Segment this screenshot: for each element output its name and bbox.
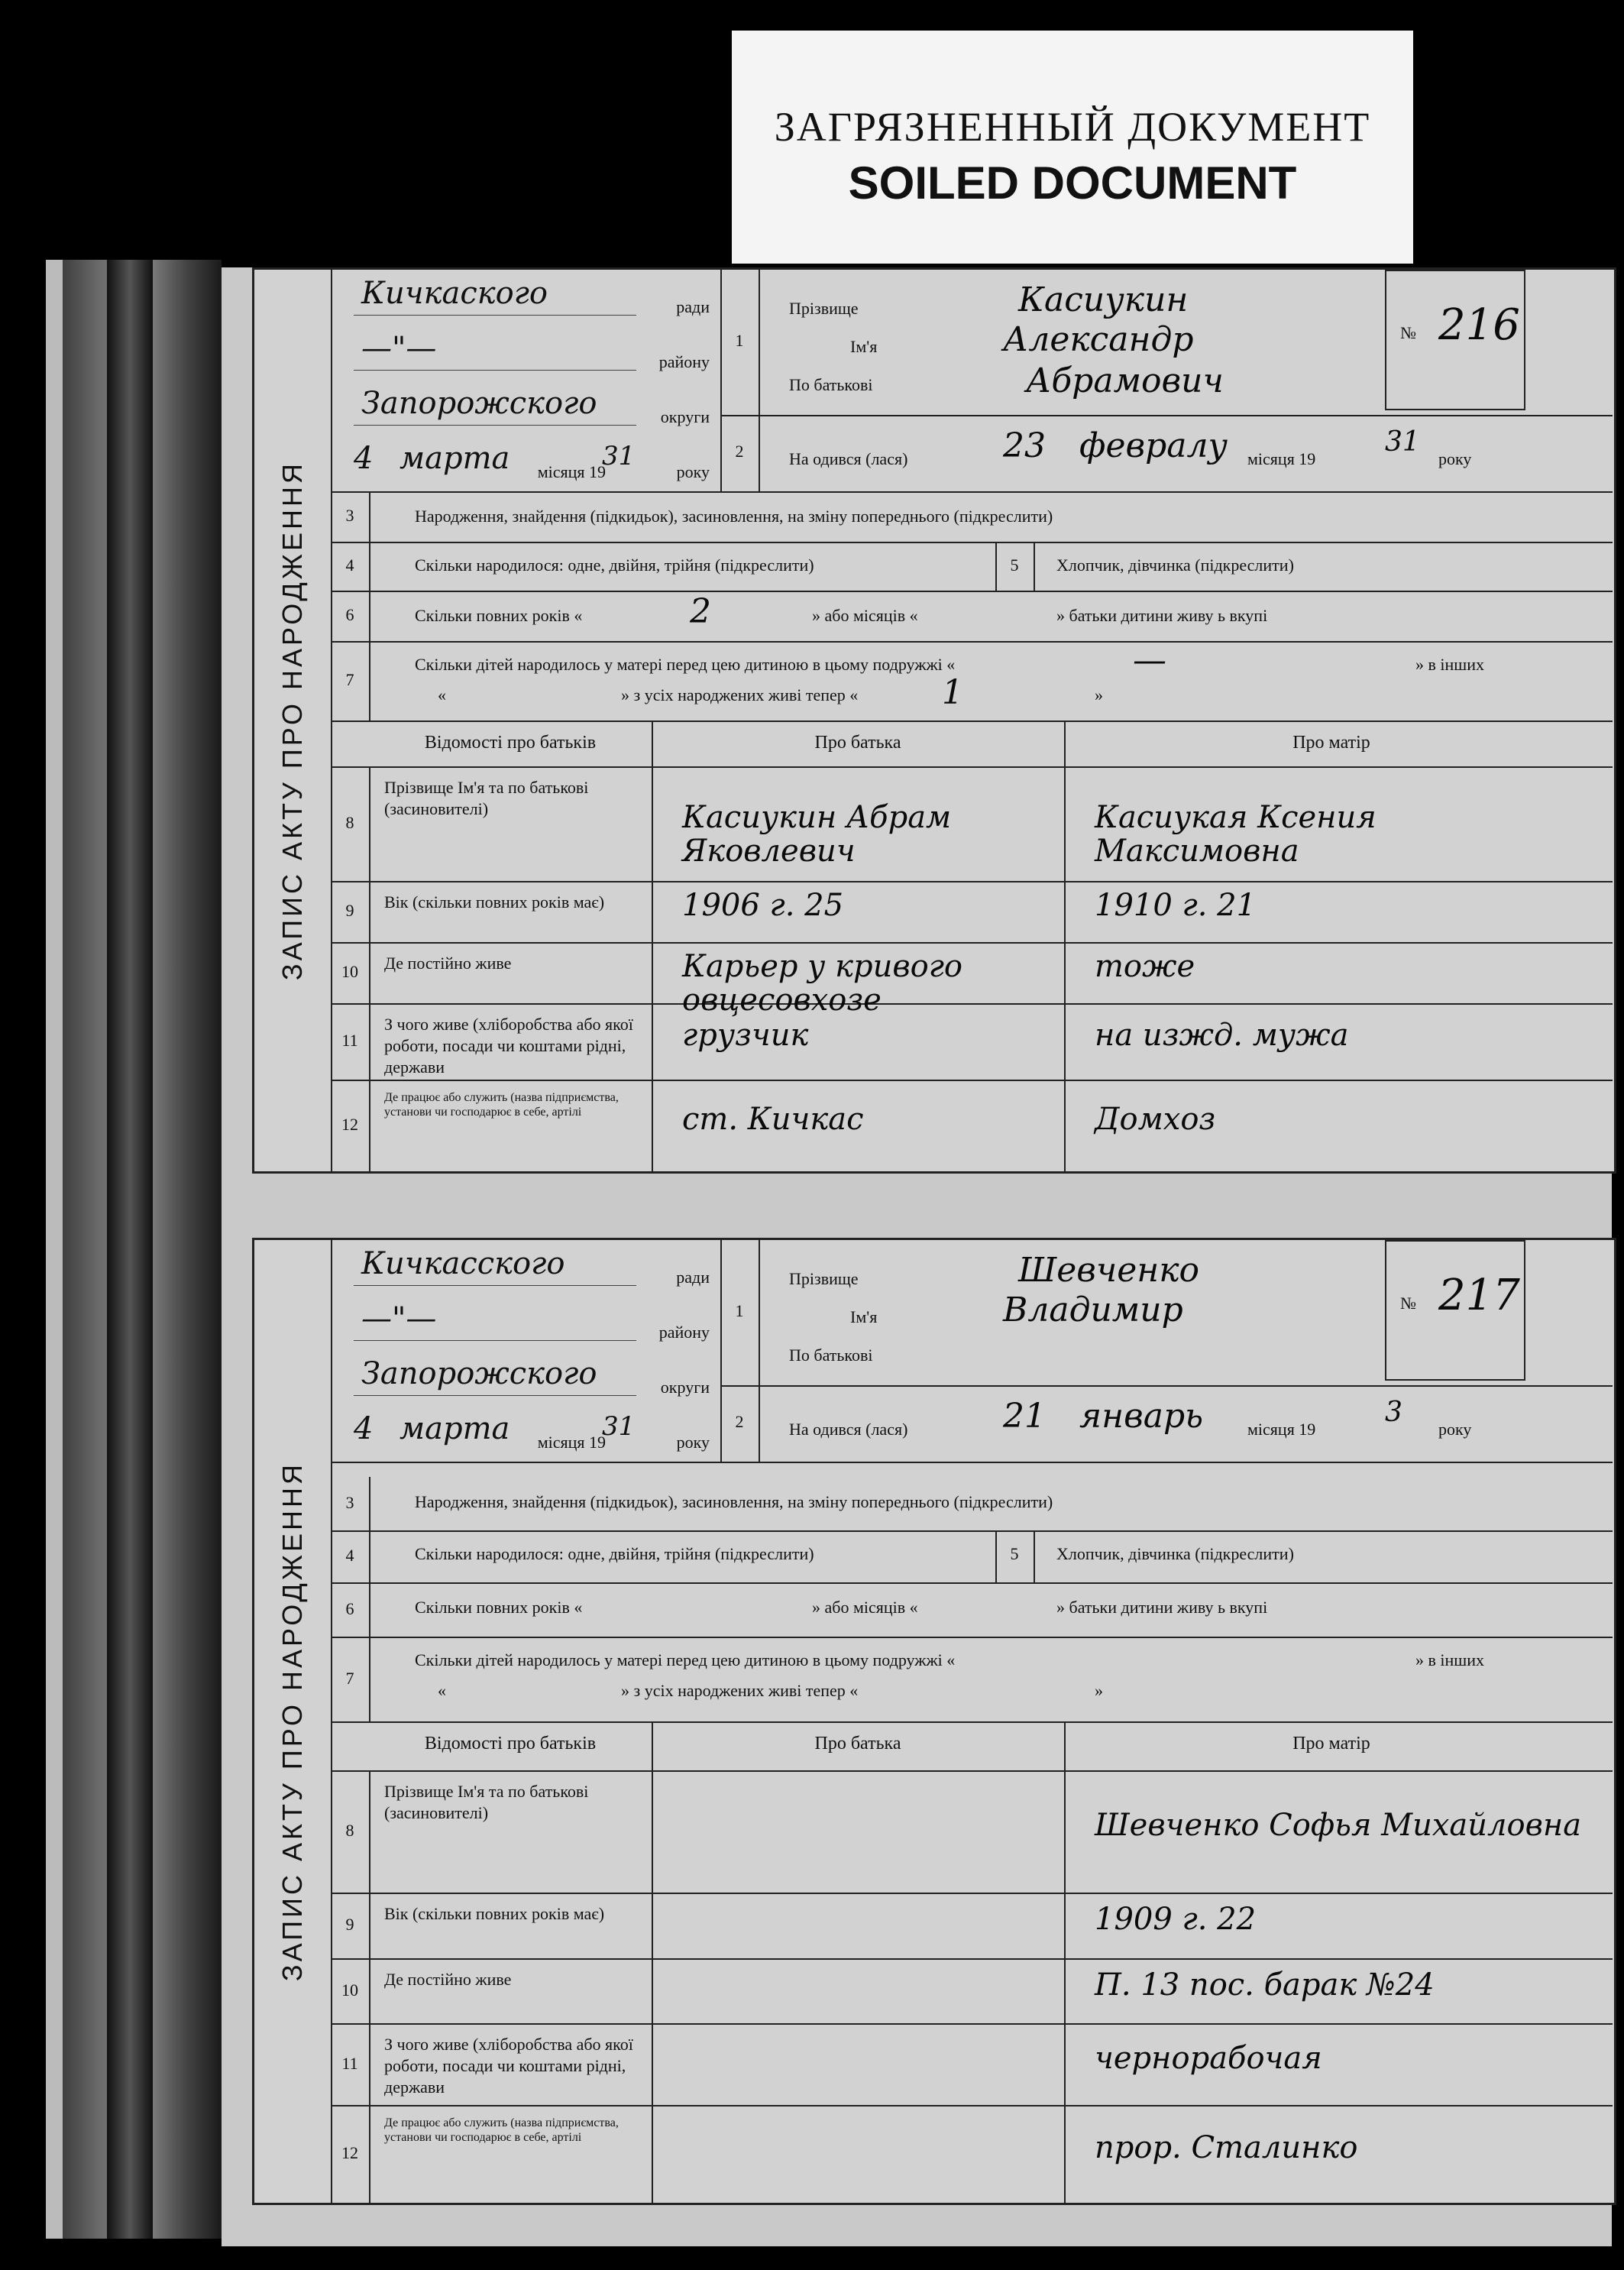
form-label: » з усіх народжених живі тепер «: [621, 1681, 859, 1700]
side-title: [254, 1240, 332, 2203]
form-label: » в інших: [1415, 655, 1484, 674]
form-label: Ім'я: [850, 1307, 878, 1326]
col-info-head: Відомості про батьків: [424, 1734, 597, 1754]
soiled-document-stamp: [732, 31, 1413, 264]
side-title: [254, 270, 332, 1171]
form-row: [331, 591, 1613, 643]
form-label: 9: [345, 1915, 354, 1934]
form-label: По батькові: [789, 375, 873, 394]
child-surname: Шевченко: [1018, 1251, 1200, 1290]
parents-years: 2: [690, 592, 711, 631]
form-label: 5: [1010, 555, 1019, 575]
child-patronymic: Абрамович: [1026, 361, 1224, 400]
child-surname: Касиукин: [1018, 280, 1189, 319]
form-label: Скільки дітей народилось у матері перед цею дитиною в цьому подружжі «: [415, 655, 956, 674]
rule-line: [720, 1385, 1613, 1387]
col-father-head: Про батька: [814, 1734, 901, 1754]
rule-line: [369, 1003, 370, 1080]
form-row: [331, 1477, 1613, 1532]
form-row: [331, 491, 1613, 543]
form-row: [331, 1530, 1613, 1584]
form-label: »: [1095, 685, 1103, 704]
form-label: №: [1400, 323, 1416, 342]
form-label: 2: [735, 442, 744, 461]
okrug-row: [331, 380, 720, 435]
rule-line: [354, 370, 636, 371]
rule-line: [1034, 1530, 1035, 1582]
form-label: » або місяців «: [812, 1598, 918, 1617]
rule-line: [369, 2023, 370, 2105]
okrug-value: Запорожского: [361, 1356, 597, 1391]
form-label: «: [438, 685, 446, 704]
col-mother-head: Про матір: [1292, 733, 1370, 753]
form-label: місяця 19: [537, 462, 606, 481]
rule-line: [354, 425, 636, 426]
form-label: По батькові: [789, 1345, 873, 1365]
form-label: місяця 19: [1247, 449, 1316, 468]
form-label: Вік (скільки повних років має): [384, 892, 605, 912]
okrug-value: Запорожского: [361, 386, 597, 421]
rule-line: [331, 942, 1613, 944]
reg-day: 4: [354, 1411, 374, 1446]
mother-value: 1910 г. 21: [1095, 888, 1257, 923]
form-label: Де працює або служить (назва підприємства, установи чи господарює в себе, артілі: [384, 2116, 619, 2144]
rule-line: [331, 766, 1613, 768]
reg-day: 4: [354, 441, 374, 476]
form-label: 10: [341, 962, 358, 981]
other-children: —: [1133, 641, 1166, 680]
form-label: «: [438, 1681, 446, 1700]
mother-value: Касиукая Ксения Максимовна: [1095, 800, 1377, 869]
form-label: ЗАПИС АКТУ ПРО НАРОДЖЕННЯ: [277, 1461, 308, 1982]
form-label: Хлопчик, дівчинка (підкреслити): [1056, 1544, 1294, 1563]
rule-line: [354, 1285, 636, 1286]
form-label: »: [1095, 1681, 1103, 1700]
form-label: Скільки повних років «: [415, 1598, 583, 1617]
form-label: 5: [1010, 1544, 1019, 1563]
child-name: Владимир: [1003, 1290, 1183, 1329]
rule-line: [369, 1770, 370, 1893]
rule-line: [652, 721, 653, 1171]
form-label: 8: [345, 813, 354, 832]
rule-line: [354, 1395, 636, 1396]
form-label: 12: [341, 1115, 358, 1134]
form-label: 6: [345, 605, 354, 624]
rule-line: [331, 1958, 1613, 1960]
registration-place: [331, 1240, 722, 1462]
form-label: 11: [341, 1031, 358, 1050]
rayon-value: —"—: [361, 331, 437, 366]
form-label: » або місяців «: [812, 606, 918, 625]
form-label: року: [676, 462, 710, 481]
rule-line: [331, 1080, 1613, 1081]
rule-line: [1034, 542, 1035, 591]
rule-line: [369, 942, 370, 1003]
mother-value: тоже: [1095, 949, 1195, 984]
form-label: Скільки повних років «: [415, 606, 583, 625]
form-label: Де постійно живе: [384, 1970, 512, 1989]
form-label: З чого живе (хліборобства або якої роботи, посади чи коштами рідні, держави: [384, 2035, 633, 2097]
form-row: [331, 1582, 1613, 1638]
form-label: 2: [735, 1412, 744, 1431]
rada-value: Кичкасского: [361, 1246, 565, 1281]
col-mother-head: Про матір: [1292, 1734, 1370, 1754]
rada-row: [331, 1240, 720, 1295]
mother-value: чернорабочая: [1095, 2040, 1322, 2076]
rule-line: [331, 1893, 1613, 1894]
col-info-head: Відомості про батьків: [424, 733, 597, 753]
rule-line: [759, 270, 760, 491]
birth-year: 31: [1385, 426, 1420, 458]
rule-line: [331, 2105, 1613, 2106]
form-label: Прізвище Ім'я та по батькові (засиновителі): [384, 1782, 589, 1822]
father-value: ст. Кичкас: [682, 1102, 864, 1137]
form-label: На одився (лася): [789, 1420, 908, 1439]
form-label: Хлопчик, дівчинка (підкреслити): [1056, 555, 1294, 575]
binding-edge: [46, 260, 63, 2239]
form-label: Народження, знайдення (підкидьок), засиновлення, на зміну попереднього (підкреслити): [415, 1492, 1053, 1511]
form-label: » в інших: [1415, 1650, 1484, 1669]
binding-spine: [107, 260, 153, 2239]
record-number: 216: [1438, 300, 1520, 350]
reg-date-row: [331, 435, 720, 490]
birth-month: февралу: [1079, 426, 1228, 465]
birth-year: 3: [1385, 1397, 1402, 1428]
mother-value: 1909 г. 22: [1095, 1902, 1257, 1937]
rule-line: [369, 1893, 370, 1958]
form-label: Скільки дітей народилось у матері перед цею дитиною в цьому подружжі «: [415, 1650, 956, 1669]
rayon-row: [331, 1295, 720, 1350]
reg-date-row: [331, 1405, 720, 1460]
form-label: 4: [345, 555, 354, 575]
form-row: [331, 1637, 1613, 1723]
mother-value: прор. Сталинко: [1095, 2130, 1358, 2165]
rule-line: [720, 415, 1613, 416]
form-label: Прізвище Ім'я та по батькові (засиновителі): [384, 778, 589, 818]
rayon-row: [331, 325, 720, 380]
form-label: ради: [676, 1268, 710, 1287]
form-label: місяця 19: [1247, 1420, 1316, 1439]
form-label: округи: [660, 407, 710, 426]
form-label: » батьки дитини живу ь вкупі: [1056, 606, 1268, 625]
form-label: округи: [660, 1378, 710, 1397]
form-label: 11: [341, 2053, 358, 2073]
form-label: 1: [735, 1301, 744, 1320]
living-children: 1: [942, 673, 963, 712]
father-value: грузчик: [682, 1018, 809, 1053]
mother-value: на изжд. мужа: [1095, 1018, 1349, 1053]
rule-line: [652, 1721, 653, 2203]
record-number: 217: [1438, 1271, 1520, 1320]
form-label: ЗАПИС АКТУ ПРО НАРОДЖЕННЯ: [277, 460, 308, 981]
rule-line: [369, 766, 370, 881]
father-value: Карьер у кривого овцесовхозе: [682, 949, 963, 1018]
mother-value: Шевченко Софья Михайловна: [1095, 1808, 1582, 1843]
rada-value: Кичкаского: [361, 276, 548, 311]
rule-line: [369, 2105, 370, 2203]
rule-line: [331, 1770, 1613, 1772]
form-label: 4: [345, 1546, 354, 1565]
form-label: Де постійно живе: [384, 954, 512, 973]
birth-day: 23: [1003, 426, 1046, 465]
form-label: Прізвище: [789, 1269, 859, 1288]
rule-line: [331, 881, 1613, 882]
rule-line: [369, 881, 370, 942]
stamp-english: SOILED DOCUMENT: [848, 157, 1297, 209]
form-label: 10: [341, 1980, 358, 2000]
rule-line: [354, 315, 636, 316]
child-name: Александр: [1003, 320, 1194, 359]
form-label: На одився (лася): [789, 449, 908, 468]
father-value: Касиукин Абрам Яковлевич: [682, 800, 952, 869]
rule-line: [354, 1340, 636, 1341]
reg-year: 31: [602, 1411, 636, 1442]
form-label: району: [658, 352, 710, 371]
form-label: року: [1438, 449, 1472, 468]
okrug-row: [331, 1350, 720, 1405]
form-label: 3: [345, 1493, 354, 1512]
birth-month: январь: [1079, 1397, 1204, 1436]
rada-row: [331, 270, 720, 325]
form-label: 8: [345, 1821, 354, 1840]
rule-line: [1064, 1721, 1066, 2203]
form-label: 6: [345, 1599, 354, 1618]
form-label: Вік (скільки повних років має): [384, 1904, 605, 1923]
form-label: Де працює або служить (назва підприємства, установи чи господарює в себе, артілі: [384, 1091, 619, 1119]
form-label: 7: [345, 670, 354, 689]
rule-line: [331, 2023, 1613, 2025]
form-label: Народження, знайдення (підкидьок), засиновлення, на зміну попереднього (підкреслити): [415, 507, 1053, 526]
rule-line: [369, 1958, 370, 2023]
form-label: 1: [735, 331, 744, 350]
register-page: [222, 267, 1612, 2246]
form-label: 9: [345, 901, 354, 920]
rule-line: [369, 1080, 370, 1171]
mother-value: Домхоз: [1095, 1102, 1216, 1137]
rule-line: [759, 1240, 760, 1462]
reg-year: 31: [602, 441, 636, 471]
rule-line: [331, 1462, 1613, 1463]
form-row: [331, 542, 1613, 592]
form-label: року: [676, 1433, 710, 1452]
form-label: 12: [341, 2143, 358, 2162]
form-label: 7: [345, 1669, 354, 1688]
birth-day: 21: [1003, 1397, 1046, 1436]
form-label: 3: [345, 506, 354, 525]
reg-month: марта: [400, 1411, 510, 1446]
stamp-russian: ЗАГРЯЗНЕННЫЙ ДОКУМЕНТ: [774, 104, 1371, 150]
father-value: 1906 г. 25: [682, 888, 844, 923]
form-label: №: [1400, 1294, 1416, 1313]
form-label: » з усіх народжених живі тепер «: [621, 685, 859, 704]
form-label: місяця 19: [537, 1433, 606, 1452]
registration-place: [331, 270, 722, 491]
form-label: Скільки народилося: одне, двійня, трійня (підкреслити): [415, 1544, 814, 1563]
form-row: [331, 641, 1613, 722]
birth-record-card: [252, 1238, 1616, 2205]
form-label: року: [1438, 1420, 1472, 1439]
form-label: » батьки дитини живу ь вкупі: [1056, 1598, 1268, 1617]
form-label: ради: [676, 297, 710, 316]
mother-value: П. 13 пос. барак №24: [1095, 1967, 1435, 2003]
form-label: Прізвище: [789, 299, 859, 318]
rule-line: [1064, 721, 1066, 1171]
form-label: району: [658, 1323, 710, 1342]
form-label: Ім'я: [850, 337, 878, 356]
book-binding: [46, 260, 222, 2239]
col-father-head: Про батька: [814, 733, 901, 753]
form-label: Скільки народилося: одне, двійня, трійня (підкреслити): [415, 555, 814, 575]
form-label: З чого живе (хліборобства або якої роботи, посади чи коштами рідні, держави: [384, 1015, 633, 1077]
birth-record-card: [252, 267, 1616, 1174]
reg-month: марта: [400, 441, 510, 476]
rayon-value: —"—: [361, 1301, 437, 1336]
